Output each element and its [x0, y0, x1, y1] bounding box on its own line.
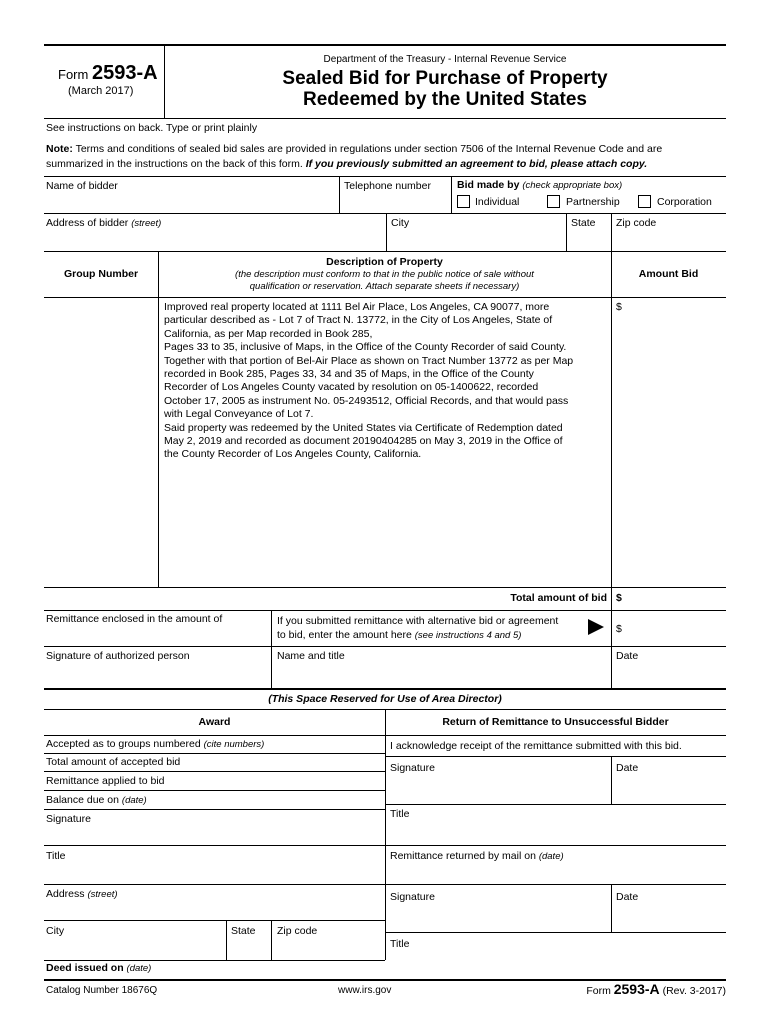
- note-line1: [46, 143, 662, 155]
- form-date: (March 2017): [68, 85, 134, 97]
- individual-checkbox[interactable]: [457, 195, 470, 208]
- return2-date-field[interactable]: Date: [616, 891, 639, 903]
- note-line2: [46, 158, 647, 170]
- bid-made-by: [457, 179, 622, 191]
- total-label: Total amount of bid: [510, 592, 607, 604]
- note-text1: Terms and conditions of sealed bid sales are provided in regulations under section 7506 of the Internal Revenue Code and are: [75, 143, 663, 155]
- return-rule: [385, 756, 726, 757]
- vline-remit-amount: [611, 610, 612, 688]
- corporation-checkbox[interactable]: [638, 195, 651, 208]
- description-sub1: (the description must conform to that in the public notice of sale without: [235, 269, 534, 280]
- remittance-applied-field[interactable]: Remittance applied to bid: [46, 775, 165, 787]
- award-rule: [44, 884, 385, 885]
- alt-hint: (see instructions 4 and 5): [414, 630, 522, 641]
- description-line: Said property was redeemed by the United States via Certificate of Redemption dated: [164, 421, 563, 434]
- vline-zip: [611, 213, 612, 251]
- award-address-label: Address: [46, 888, 85, 900]
- return-title-field[interactable]: Title: [390, 808, 410, 820]
- vline-award-zip: [271, 920, 272, 960]
- description-line: Recorder of Los Angeles County vacated by resolution on 05-1400622, recorded: [164, 381, 539, 394]
- signature-field[interactable]: Signature of authorized person: [46, 650, 190, 662]
- address-hint: (street): [131, 218, 162, 229]
- award-rule: [44, 845, 385, 846]
- deed-issued-field[interactable]: [46, 962, 151, 974]
- page-title-line1: Sealed Bid for Purchase of Property: [282, 68, 608, 89]
- description-line: Pages 33 to 35, inclusive of Maps, in the Office of the County Recorder of said County.: [164, 341, 567, 354]
- vline-group: [158, 251, 159, 587]
- alt-line1: If you submitted remittance with alternative bid or agreement: [277, 615, 559, 627]
- return-rule: [385, 884, 726, 885]
- form-id: [58, 62, 158, 85]
- award-header: Award: [198, 716, 231, 728]
- partnership-label: Partnership: [566, 196, 620, 208]
- alt-amount-field[interactable]: $: [616, 623, 622, 635]
- deed-label: Deed issued on: [46, 962, 124, 974]
- footer-form-word: Form: [586, 985, 611, 997]
- address-top-rule: [44, 213, 726, 214]
- description-sub2: qualification or reservation. Attach separate sheets if necessary): [249, 281, 520, 292]
- accepted-hint: (cite numbers): [203, 739, 265, 750]
- total-top-rule: [44, 587, 726, 588]
- amount-bid-field[interactable]: $: [616, 301, 622, 313]
- date-field[interactable]: Date: [616, 650, 639, 662]
- accepted-field[interactable]: [46, 738, 264, 750]
- footer-rev: (Rev. 3-2017): [662, 985, 726, 997]
- property-top-rule: [44, 251, 726, 252]
- vline-award-state: [226, 920, 227, 960]
- footer-form-number: 2593-A: [613, 981, 660, 997]
- return-rule: [385, 804, 726, 805]
- description-line: the County Recorder of Los Angeles County, California.: [164, 448, 422, 461]
- state-field[interactable]: State: [571, 217, 596, 229]
- description-line: recorded in Book 285, Pages 33, 34 and 35 of Maps, in the Office of the County: [164, 368, 534, 381]
- description-line: Together with that portion of Bel-Air Place as shown on Tract Number 13772 as per Map: [164, 354, 574, 367]
- bidder-top-rule: [44, 176, 726, 177]
- award-zip-field[interactable]: Zip code: [277, 925, 318, 937]
- balance-due-field[interactable]: [46, 794, 147, 806]
- return2-signature-field[interactable]: Signature: [390, 891, 435, 903]
- bid-made-by-label: Bid made by: [457, 179, 520, 191]
- award-address-field[interactable]: [46, 888, 118, 900]
- returned-hint: (date): [538, 851, 564, 862]
- award-rule: [44, 809, 385, 810]
- award-rule: [44, 920, 385, 921]
- award-city-field[interactable]: City: [46, 925, 65, 937]
- award-state-field[interactable]: State: [231, 925, 256, 937]
- remittance-enclosed-field[interactable]: Remittance enclosed in the amount of: [46, 613, 223, 625]
- note-label: Note:: [46, 143, 73, 155]
- vline-state: [566, 213, 567, 251]
- address-field[interactable]: [46, 217, 161, 229]
- corporation-label: Corporation: [657, 196, 712, 208]
- vline-remit: [271, 610, 272, 688]
- description-line: October 17, 2005 as instrument No. 05-2493512, Official Records, and that would pass: [164, 394, 569, 407]
- header-bottom-rule: [44, 118, 726, 119]
- accepted-label: Accepted as to groups numbered: [46, 738, 201, 750]
- page-title-line2: Redeemed by the United States: [302, 89, 588, 110]
- remittance-top-rule: [44, 610, 726, 611]
- award-title-field[interactable]: Title: [46, 850, 66, 862]
- catalog-number: Catalog Number 18676Q: [46, 985, 158, 996]
- reserved-col-header-rule: [44, 735, 726, 736]
- address-label: Address of bidder: [46, 217, 129, 229]
- property-header-rule: [44, 297, 726, 298]
- amount-bid-header: Amount Bid: [638, 268, 699, 280]
- partnership-checkbox[interactable]: [547, 195, 560, 208]
- description-text[interactable]: [164, 301, 610, 462]
- description-line: with Legal Conveyance of Lot 7.: [164, 408, 314, 421]
- alt-line2: [277, 629, 521, 641]
- vline-reserved: [385, 709, 386, 960]
- award-rule: [44, 771, 385, 772]
- note-text2: summarized in the instructions on the back of this form.: [46, 158, 303, 170]
- vline-bidmade: [451, 176, 452, 213]
- group-number-header: Group Number: [63, 268, 139, 280]
- vline-tel: [339, 176, 340, 213]
- description-line: California, as per Map recorded in Book 285,: [164, 327, 373, 340]
- reserved-heading: (This Space Reserved for Use of Area Director): [268, 693, 502, 705]
- returned-by-mail-field[interactable]: [390, 850, 564, 862]
- telephone-field[interactable]: Telephone number: [344, 180, 431, 192]
- award-rule: [44, 790, 385, 791]
- name-of-bidder-field[interactable]: Name of bidder: [46, 180, 118, 192]
- form-word: Form: [58, 67, 89, 82]
- award-rule: [44, 753, 385, 754]
- description-header: Description of Property: [326, 256, 443, 268]
- return-header: Return of Remittance to Unsuccessful Bidder: [442, 716, 669, 728]
- city-field[interactable]: City: [391, 217, 410, 229]
- return-rule: [385, 845, 726, 846]
- reserved-top-rule: [44, 688, 726, 690]
- top-rule: [44, 44, 726, 46]
- description-line: particular described as - Lot 7 of Tract N. 13772, in the City of Los Angeles, State of: [164, 314, 553, 327]
- total-accepted-field[interactable]: Total amount of accepted bid: [46, 756, 181, 768]
- return-rule: [385, 932, 726, 933]
- note-bold: If you previously submitted an agreement to bid, please attach copy.: [305, 158, 648, 170]
- form-number: 2593-A: [91, 62, 158, 84]
- description-line: May 2, 2019 and recorded as document 20190404285 on May 3, 2019 in the Office of: [164, 435, 563, 448]
- description-line: Improved real property located at 1111 Bel Air Place, Los Angeles, CA 90077, more: [164, 301, 550, 313]
- total-amount-field[interactable]: $: [616, 592, 622, 604]
- return-date-field[interactable]: Date: [616, 762, 639, 774]
- see-instructions: See instructions on back. Type or print plainly: [46, 122, 258, 134]
- signature-top-rule: [44, 646, 726, 647]
- vline-city: [386, 213, 387, 251]
- returned-label: Remittance returned by mail on: [390, 850, 536, 862]
- bid-made-by-hint: (check appropriate box): [522, 180, 623, 191]
- vline-return2-date: [611, 884, 612, 932]
- vline-return-date: [611, 756, 612, 804]
- zip-field[interactable]: Zip code: [616, 217, 657, 229]
- vline-amount: [611, 251, 612, 610]
- website-link[interactable]: www.irs.gov: [338, 985, 392, 996]
- balance-due-hint: (date): [121, 795, 147, 806]
- balance-due-label: Balance due on: [46, 794, 119, 806]
- award-rule: [44, 960, 385, 961]
- award-signature-field[interactable]: Signature: [46, 813, 91, 825]
- department: Department of the Treasury - Internal Revenue Service: [323, 54, 567, 65]
- award-address-hint: (street): [87, 889, 118, 900]
- return2-title-field[interactable]: Title: [390, 938, 410, 950]
- deed-hint: (date): [126, 963, 152, 974]
- acknowledge-text: I acknowledge receipt of the remittance submitted with this bid.: [390, 740, 682, 752]
- name-title-field[interactable]: Name and title: [277, 650, 345, 662]
- arrow-right-icon: [588, 619, 604, 635]
- individual-label: Individual: [475, 196, 520, 208]
- return-signature-field[interactable]: Signature: [390, 762, 435, 774]
- footer-form-id: [586, 981, 726, 997]
- alt-line2-text: to bid, enter the amount here: [277, 629, 412, 641]
